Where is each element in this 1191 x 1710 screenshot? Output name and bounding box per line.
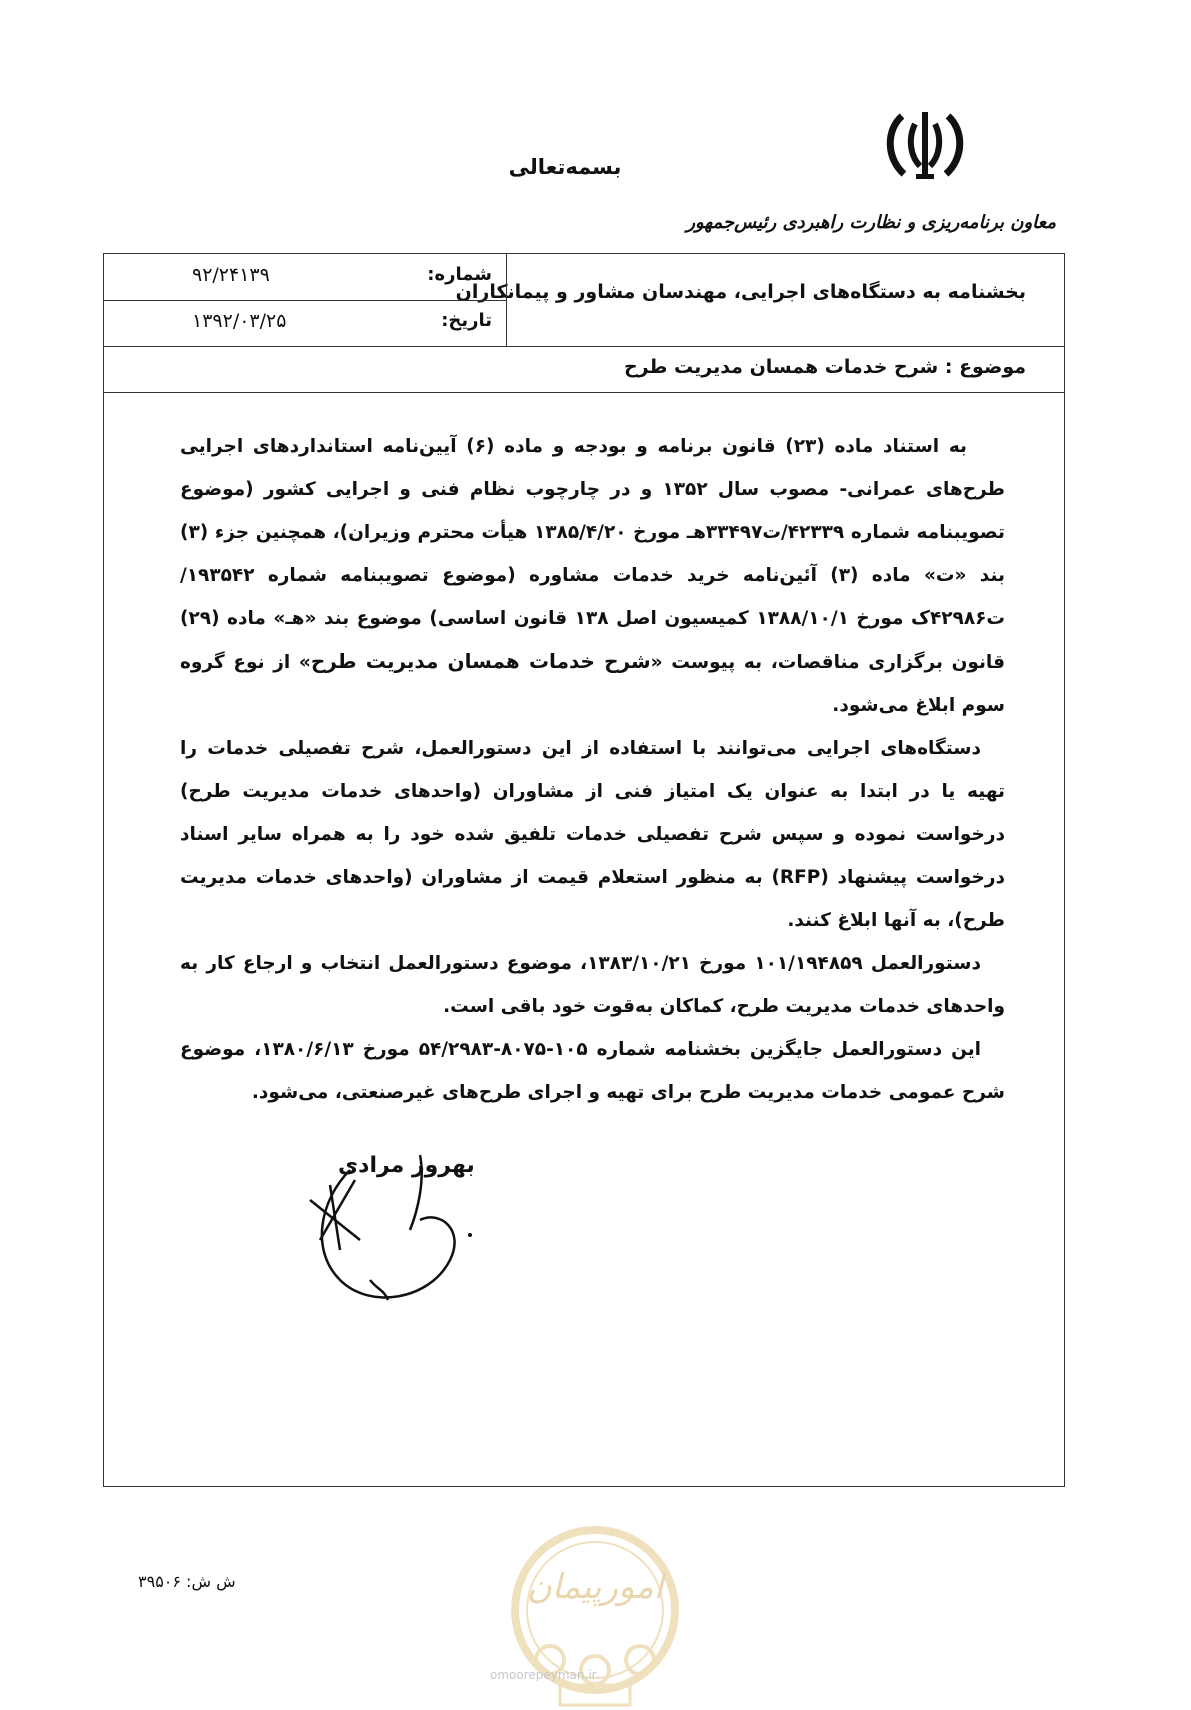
- signature-scribble-icon: [300, 1140, 490, 1320]
- subject-line: موضوع : شرح خدمات همسان مدیریت طرح: [623, 356, 1026, 378]
- iran-emblem-icon: [880, 108, 970, 186]
- signer-name: بهروز مرادی: [338, 1153, 475, 1178]
- subject-row: [104, 346, 1064, 393]
- paragraph-1-bold: شرح خدمات همسان مدیریت طرح: [310, 649, 651, 673]
- number-value: ۹۲/۲۴۱۳۹: [192, 264, 270, 286]
- paragraph-2: دستگاه‌های اجرایی می‌توانند با استفاده از این دستورالعمل، شرح تفصیلی خدمات را تهیه یا در ابتدا به عنوان یک امتیاز فنی از مشاوران (واحدهای خدمات مدیریت طرح) درخواست نموده و سپس شرح تفصیلی خدمات تلفیق شده خود را به همراه سایر اسناد درخواست پیشنهاد (RFP) به منظور استعلام قیمت از مشاوران (واحدهای خدمات مدیریت طرح)، به آنها ابلاغ کنند.: [180, 738, 1006, 931]
- watermark-text: امورپیمان: [526, 1567, 664, 1607]
- date-value: ۱۳۹۲/۰۳/۲۵: [192, 310, 287, 332]
- number-row: [104, 254, 506, 301]
- agency-name: معاون برنامه‌ریزی و نظارت راهبردی رئیس‌جمهور: [686, 212, 1056, 233]
- registration-number: ش ش: ۳۹۵۰۶: [138, 1572, 236, 1591]
- meta-box: [104, 254, 507, 346]
- circular-title: بخشنامه به دستگاه‌های اجرایی، مهندسان مشاور و پیمانکاران: [455, 281, 1026, 303]
- paragraph-1-end: » از نوع گروه سوم ابلاغ می‌شود.: [180, 652, 1005, 716]
- number-label: شماره:: [427, 264, 492, 285]
- paragraph-3: دستورالعمل ۱۰۱/۱۹۴۸۵۹ مورخ ۱۳۸۳/۱۰/۲۱، موضوع دستورالعمل انتخاب و ارجاع کار به واحدهای خدمات مدیریت طرح، کماکان به‌قوت خود باقی است.: [180, 953, 1005, 1017]
- paragraph-1-text: به استناد ماده (۲۳) قانون برنامه و بودجه و ماده (۶) آیین‌نامه استانداردهای اجرایی طرح‌های عمرانی- مصوب سال ۱۳۵۲ و در چارچوب نظام فنی و اجرایی کشور (موضوع تصویبنامه شماره ۴۲۳۳۹/ت۳۳۴۹۷هـ مورخ ۱۳۸۵/۴/۲۰ هیأت محترم وزیران)، همچنین جزء (۳) بند «ت» ماده (۳) آئین‌نامه خرید خدمات مشاوره (موضوع تصویبنامه شماره ۱۹۳۵۴۲/ت۴۲۹۸۶ک مورخ ۱۳۸۸/۱۰/۱ کمیسیون اصل ۱۳۸ قانون اساسی) موضوع بند «هـ» ماده (۲۹) قانون برگزاری مناقصات، به پیوست «: [180, 436, 1006, 673]
- paragraph-4: این دستورالعمل جایگزین بخشنامه شماره ۱۰۵-۸۰۷۵-۵۴/۲۹۸۳ مورخ ۱۳۸۰/۶/۱۳، موضوع شرح عمومی خدمات مدیریت طرح برای تهیه و اجرای طرح‌های غیرصنعتی، می‌شود.: [180, 1039, 1005, 1103]
- site-watermark: omoorepeyman.ir: [490, 1668, 597, 1682]
- paragraph-1: [180, 425, 1005, 727]
- letter-body: [180, 425, 1005, 1114]
- letter-header-row: [104, 254, 1064, 347]
- date-row: [104, 300, 506, 346]
- date-label: تاریخ:: [441, 310, 492, 331]
- bismillah-heading: بسمه‌تعالی: [508, 155, 622, 179]
